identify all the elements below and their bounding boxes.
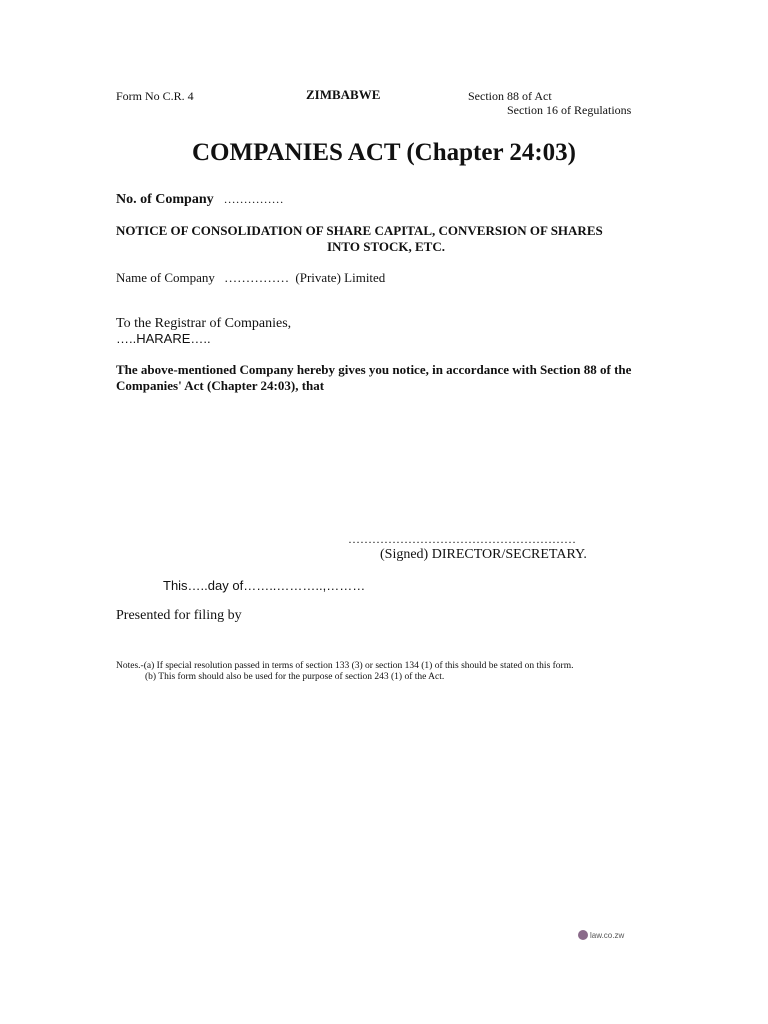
section-regulations: Section 16 of Regulations xyxy=(507,103,632,117)
presented-for-filing: Presented for filing by xyxy=(116,608,242,623)
note-a: Notes.-(a) If special resolution passed in terms of section 133 (3) or section 134 (1) of this should be stated on this form. xyxy=(116,661,574,671)
company-number-value[interactable]: …………… xyxy=(223,192,284,206)
company-name-row xyxy=(116,270,385,286)
addressee-line1: To the Registrar of Companies, xyxy=(116,316,292,331)
company-number-row xyxy=(116,190,284,208)
company-number-label: No. of Company xyxy=(116,192,214,207)
company-name-label: Name of Company xyxy=(116,270,215,285)
section-act: Section 88 of Act xyxy=(468,89,552,103)
company-name-suffix: (Private) Limited xyxy=(295,270,386,285)
date-line[interactable]: This…..day of……..………..,……… xyxy=(163,578,366,593)
watermark-text: law.co.zw xyxy=(590,930,625,940)
notice-heading-line2: INTO STOCK, ETC. xyxy=(326,239,445,254)
signature-dotted-line[interactable]: ………………………………………………… xyxy=(348,532,576,546)
notice-heading xyxy=(116,223,656,255)
document-title: COMPANIES ACT (Chapter 24:03) xyxy=(191,139,577,166)
law-logo-icon xyxy=(578,930,588,940)
addressee-line2: …..HARARE….. xyxy=(116,331,211,346)
signature-label: (Signed) DIRECTOR/SECRETARY. xyxy=(380,547,587,562)
form-number: Form No C.R. 4 xyxy=(116,89,194,103)
watermark xyxy=(578,930,624,940)
notice-statement: The above-mentioned Company hereby gives you notice, in accordance with Section 88 of the Companies' Act (Chapter 24:03), that xyxy=(116,362,632,393)
note-b: (b) This form should also be used for the purpose of section 243 (1) of the Act. xyxy=(145,672,445,682)
country-heading: ZIMBABWE xyxy=(306,87,381,102)
company-name-value[interactable]: …………… xyxy=(224,270,290,285)
notice-heading-line1: NOTICE OF CONSOLIDATION OF SHARE CAPITAL, CONVERSION OF SHARES xyxy=(116,223,603,238)
